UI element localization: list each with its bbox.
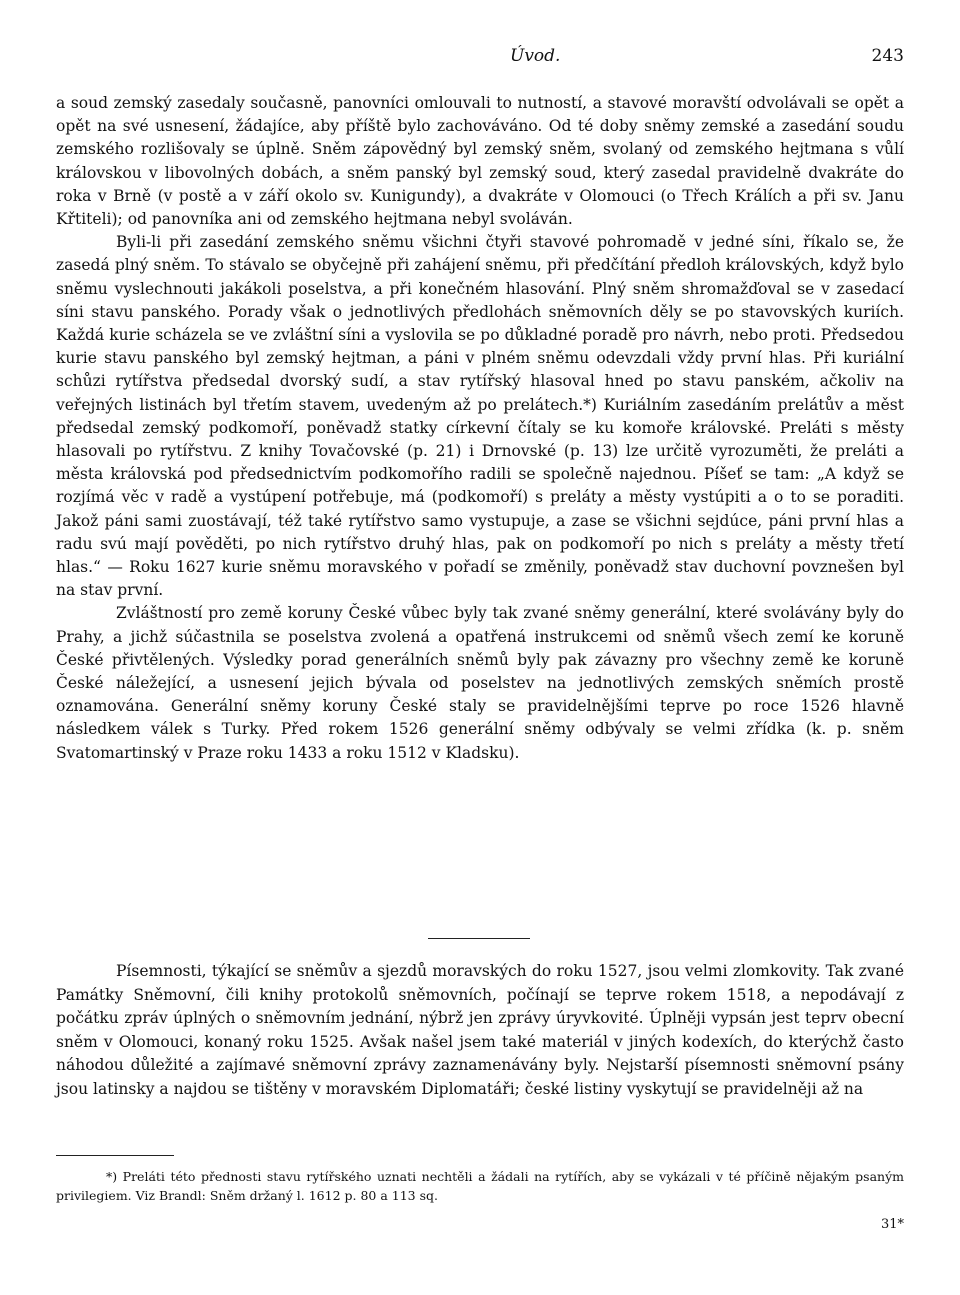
main-text-continued (56, 960, 904, 1102)
paragraph-snemy-generalni: Zvláštností pro země koruny České vůbec byly tak zvané sněmy generální, které svolávány byly do Prahy, a jichž súčastnila se poselstva zvolená a opatřená instrukcemi od sněmů všech zemí ke koruně České přivtělených. Výsledky porad generálních sněmů byly pak závazny pro všechny země ke koruně České náležející, a usnesení jejich bývala od poselstev na jednotlivých zemských sněmích prostě oznamována. Generální sněmy koruny České staly se pravidelnějšími teprve po roce 1526 hlavně následkem válek s Turky. Před rokem 1526 generální sněmy odbývaly se velmi zřídka (k. p. sněm Svatomartinský v Praze roku 1433 a roku 1512 v Kladsku). (56, 604, 904, 762)
running-title: Úvod. (510, 46, 561, 66)
signature-mark: 31* (880, 1217, 904, 1232)
footnote (56, 1167, 904, 1205)
main-text (56, 92, 904, 765)
running-head (56, 46, 904, 72)
footnote-rule (56, 1155, 174, 1156)
paragraph-pisemnosti: Písemnosti, týkající se sněmův a sjezdů moravských do roku 1527, jsou velmi zlomkovity. Tak zvané Památky Sněmovní, čili knihy protokolů sněmovních, počínají se teprve rokem 1518, a nepodávají z počátku zpráv úplných o sněmovním jednání, nýbrž jen zprávy úryvkovité. Úplněji vypsán jest teprv obecní sněm v Olomouci, konaný roku 1525. Avšak našel jsem také materiál v jiných kodexích, do kterýchž často náhodou důležité a zajímavé sněmovní zprávy zaznamenávány byly. Nejstarší písemnosti sněmovní psány jsou latinsky a najdou se tištěny v moravském Diplomatáři; české listiny vyskytují se pravidelněji až na (56, 962, 904, 1098)
page-number: 243 (871, 46, 904, 66)
section-separator (428, 938, 530, 939)
paragraph-plny-snem: Byli-li při zasedání zemského sněmu všichni čtyři stavové pohromadě v jedné síni, říkalo se, že zasedá plný sněm. To stávalo se obyčejně při zahájení sněmu, při předčítání předloh královských, když bylo sněmu vyslechnouti jakákoli poselstva, a při konečném hlasování. Plný sněm shromažďoval se v zasedací síni stavu panského. Porady však o jednotlivých předlohách sněmovních děly se po stavovských kuriích. Každá kurie scházela se ve zvláštní síni a vyslovila se po důkladné poradě pro návrh, nebo proti. Předsedou kurie stavu panského byl zemský hejtman, a páni v plném sněmu odevzdali vždy první hlas. Při kuriální schůzi rytířstva předsedal dvorský sudí, a stav rytířský hlasoval hned po stavu panském, ačkoliv na veřejných listinách byl třetím stavem, uvedeným až po prelátech.*) Kuriálním zasedáním prelátův a měst předsedal zemský podkomoří, poněvadž statky církevní čítaly se ku komoře královské. Preláti s městy hlasovali po rytířstvu. Z knihy Tovačovské (p. 21) i Drnovské (p. 13) lze určitě vyrozuměti, že preláti a města královská pod předsednictvím podkomořího radili se společně najednou. Píšeť se tam: „A když se rozjímá věc v radě a vystúpení potřebuje, má (podkomoří) s preláty a městy vystúpiti a o to se poraditi. Jakož páni sami zuostávají, též také rytířstvo samo vystupuje, a zase se všichni sejdúce, páni první hlas a radu svú mají pověděti, po nich rytířstvo druhý hlas, pak on podkomoří po nich s preláty a městy třetí hlas.“ — Roku 1627 kurie sněmu moravského v pořadí se změnily, poněvadž stav duchovní povznešen byl na stav první. (56, 233, 904, 600)
paragraph-continuation: a soud zemský zasedaly současně, panovníci omlouvali to nutností, a stavové moravští odvolávali se opět a opět na své usnesení, žádajíce, aby příště bylo zachováváno. Od té doby sněmy zemské a zasedání soudu zemského rozlišovaly se úplně. Sněm zápovědný byl zemský sněm, svolaný od zemského hejtmana s vůlí královskou v libovolných dobách, a sněm panský byl zemský soud, který zasedal pravidelně dvakráte do roka v Brně (v postě a v září okolo sv. Kunigundy), a dvakráte v Olomouci (o Třech Králích a při sv. Janu Křtiteli); od panovníka ani od zemského hejtmana nebyl svoláván. (56, 94, 904, 229)
footnote-text: *) Preláti této přednosti stavu rytířského uznati nechtěli a žádali na rytířích, aby se vykázali v té příčině nějakým psaným privilegiem. Viz Brandl: Sněm držaný l. 1612 p. 80 a 113 sq. (56, 1169, 904, 1203)
